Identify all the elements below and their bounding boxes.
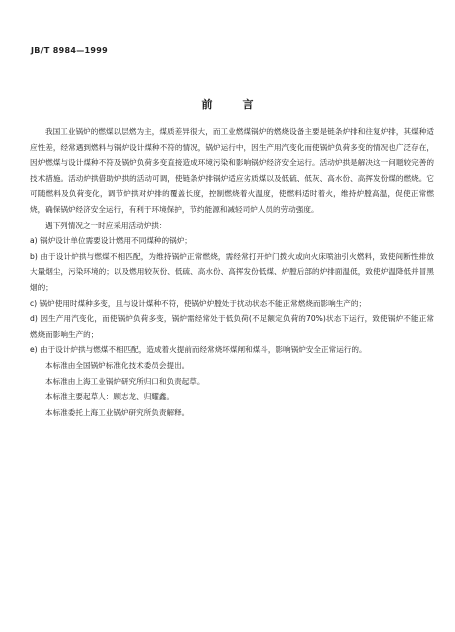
body-text — [30, 124, 434, 420]
list-item-d: d) 因生产用汽变化，而使锅炉负荷多变，锅炉需经常处于低负荷(不足额定负荷的70%)状态下运行，致使锅炉不能正常燃烧而影响生产的； — [30, 314, 434, 339]
list-item-b: b) 由于设计炉拱与燃煤不相匹配，为维持锅炉正常燃烧，需经常打开炉门拨火或向火床喷油引火燃料，致使间断性排放大量烟尘，污染环境的；以及燃用较灰份、低硫、高水份、高挥发份低煤、炉膛后部的炉排面温低，致使炉温降低并冒黑烟的； — [30, 251, 434, 292]
list-item-e: e) 由于设计炉拱与燃煤不相匹配，造成着火提前而经常烧坏煤闸和煤斗，影响锅炉安全正常运行的。 — [30, 345, 367, 355]
list-item-c: c) 锅炉使用时煤种多变，且与设计煤种不符，使锅炉炉膛处于扰动状态不能正常燃烧而影响生产的； — [30, 298, 367, 308]
list-item-a: a) 锅炉设计单位需要设计燃用不同煤种的锅炉； — [30, 236, 192, 246]
page-title: 前言 — [201, 98, 284, 111]
note-drafter: 本标准由上海工业锅炉研究所归口和负责起草。 — [45, 376, 205, 386]
note-proposer: 本标准由全国锅炉标准化技术委员会提出。 — [45, 360, 190, 370]
note-authors: 本标准主要起草人：顾志龙、归耀鑫。 — [45, 392, 175, 402]
standard-code: JB/T 8984—1999 — [31, 46, 108, 55]
conditions-lead: 遇下列情况之一时应采用活动炉拱： — [45, 220, 167, 230]
note-interpretation: 本标准委托上海工业锅炉研究所负责解释。 — [45, 407, 190, 417]
intro-paragraph: 我国工业锅炉的燃煤以层燃为主，煤质差异很大，而工业燃煤锅炉的燃烧设备主要是链条炉排和往复炉排，其煤种适应性差，经常遇到燃料与锅炉设计煤种不符的情况，锅炉运行中，因生产用汽变化而使锅炉负荷多变的情况也广泛存在，因炉燃煤与设计煤种不符及锅炉负荷多变直接造成环境污染和影响锅炉经济安全运行。活动炉拱是解决这一问题较完善的技术措施。活动炉拱借助炉拱的活动可调，使链条炉排锅炉适应劣质煤以及低硫、低灰、高水份、高挥发份煤的燃烧。它可随燃料及负荷变化，调节炉拱对炉排的覆盖长度，控制燃烧着火温度，使燃料适时着火，维持炉膛高温，促使正常燃烧，确保锅炉经济安全运行，有利于环境保护，节约能源和减轻司炉人员的劳动强度。 — [30, 127, 434, 214]
